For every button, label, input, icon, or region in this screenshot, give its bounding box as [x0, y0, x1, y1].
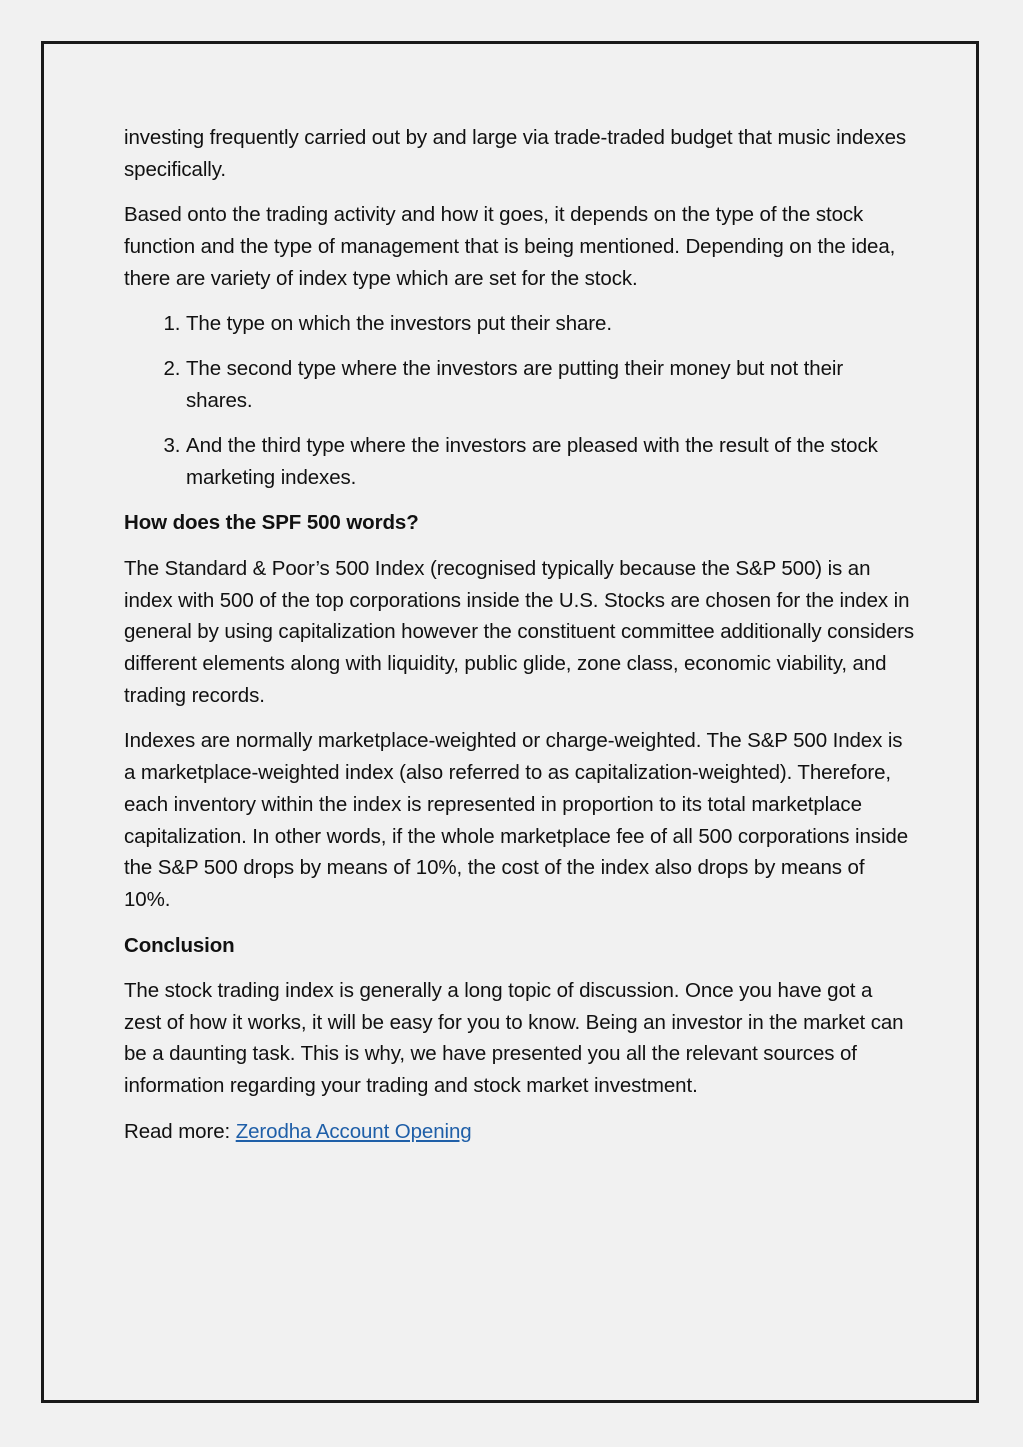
list-item: 1. The type on which the investors put their share. — [186, 308, 914, 340]
index-type-list — [124, 308, 914, 494]
paragraph-intro-continuation: investing frequently carried out by and large via trade-traded budget that music indexes specifically. — [124, 126, 907, 181]
list-item: 3. And the third type where the investors are pleased with the result of the stock marketing indexes. — [186, 430, 914, 494]
section-heading-spf500: How does the SPF 500 words? — [124, 511, 419, 535]
paragraph-market-weighted: Indexes are normally marketplace-weighted or charge-weighted. The S&P 500 Index is a marketplace-weighted index (also referred to as capitalization-weighted). Therefore, each inventory within the index is represented in proportion to its total marketplace capitalization. In other words, if the whole marketplace fee of all 500 corporations inside the S&P 500 drops by means of 10%, the cost of the index also drops by means of 10%. — [124, 729, 909, 912]
section-heading-conclusion: Conclusion — [124, 933, 235, 957]
read-more-label: Read more: — [124, 1119, 236, 1143]
paragraph-trading-activity: Based onto the trading activity and how it goes, it depends on the type of the stock function and the type of management that is being mentioned. Depending on the idea, there are variety of index type which are set for the stock. — [124, 203, 896, 290]
paragraph-conclusion: The stock trading index is generally a long topic of discussion. Once you have got a zest of how it works, it will be easy for you to know. Being an investor in the market can be a daunting task. This is why, we have presented you all the relevant sources of information regarding your trading and stock market investment. — [124, 978, 904, 1098]
read-more-line — [124, 1116, 914, 1148]
list-item: 2. The second type where the investors are putting their money but not their shares. — [186, 353, 914, 417]
paragraph-sp500-definition: The Standard & Poor’s 500 Index (recognised typically because the S&P 500) is an index with 500 of the top corporations inside the U.S. Stocks are chosen for the index in general by using capitalization however the constituent committee additionally considers different elements along with liquidity, public glide, zone class, economic viability, and trading records. — [124, 556, 915, 707]
zerodha-account-opening-link[interactable]: Zerodha Account Opening — [235, 1119, 472, 1143]
document-body — [124, 122, 914, 1161]
